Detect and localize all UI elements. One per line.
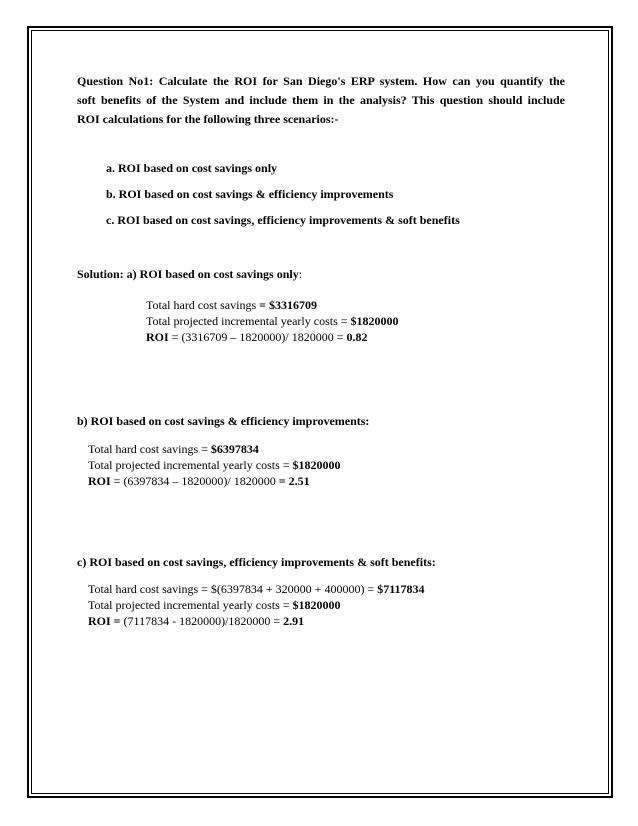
solution-a-roi-value: 0.82 <box>346 330 368 344</box>
solution-a-incr-label: Total projected incremental yearly costs = <box>146 314 351 328</box>
solution-b-roi-value: = 2.51 <box>278 474 310 488</box>
solution-c-heading: c) ROI based on cost savings, efficiency improvements & soft benefits: <box>77 555 436 569</box>
solution-a-incremental-costs <box>146 313 399 329</box>
solution-c-hard-value: $7117834 <box>377 582 425 596</box>
solution-c-roi-value: 2.91 <box>283 614 305 628</box>
scenario-item-b: b. ROI based on cost savings & efficiency improvements <box>106 187 394 201</box>
solution-b-heading: b) ROI based on cost savings & efficiency improvements: <box>77 414 370 428</box>
solution-b-roi <box>88 473 341 489</box>
question-line-3: ROI calculations for the following three scenarios:- <box>77 112 339 126</box>
solution-heading-colon: : <box>298 267 303 281</box>
solution-heading-text: Solution: a) ROI based on cost savings only <box>77 267 299 281</box>
solution-a-roi-formula: = (3316709 – 1820000)/ 1820000 = <box>168 330 347 344</box>
scenario-list <box>106 160 460 238</box>
solution-c-incr-value: $1820000 <box>292 598 341 612</box>
solution-b-block <box>88 441 341 489</box>
question-line-2: soft benefits of the System and include them in the analysis? This question should include <box>77 93 565 107</box>
solution-b-incr-value: $1820000 <box>292 458 341 472</box>
solution-a-hard-savings <box>146 297 399 313</box>
solution-a-incr-value: $1820000 <box>350 314 399 328</box>
solution-c-block <box>88 581 425 629</box>
solution-b-roi-formula: = (6397834 – 1820000)/ 1820000 <box>110 474 279 488</box>
page-border-inner <box>31 30 609 794</box>
solution-b-hard-savings <box>88 441 341 457</box>
solution-b-incremental-costs <box>88 457 341 473</box>
solution-c-roi-label: ROI = <box>88 614 124 628</box>
solution-c-roi-formula: (7117834 - 1820000)/1820000 = <box>123 614 284 628</box>
solution-a-block <box>146 297 399 345</box>
question-paragraph <box>77 72 565 129</box>
scenario-item-c: c. ROI based on cost savings, efficiency improvements & soft benefits <box>106 213 460 227</box>
solution-c-roi <box>88 613 425 629</box>
solution-b-hard-label: Total hard cost savings = <box>88 442 211 456</box>
solution-c-hard-savings <box>88 581 425 597</box>
solution-heading <box>77 266 302 283</box>
solution-c-hard-label: Total hard cost savings = $(6397834 + 320000 + 400000) = <box>88 582 378 596</box>
solution-c-incremental-costs <box>88 597 425 613</box>
solution-b-incr-label: Total projected incremental yearly costs = <box>88 458 293 472</box>
solution-c-incr-label: Total projected incremental yearly costs = <box>88 598 293 612</box>
solution-a-roi <box>146 329 399 345</box>
solution-b-hard-value: $6397834 <box>210 442 259 456</box>
question-line-1: Question No1: Calculate the ROI for San Diego's ERP system. How can you quantify the <box>77 74 565 88</box>
solution-a-roi-label: ROI <box>146 330 169 344</box>
scenario-item-a: a. ROI based on cost savings only <box>106 161 278 175</box>
solution-a-hard-label: Total hard cost savings <box>146 298 260 312</box>
solution-a-hard-value: = $3316709 <box>259 298 317 312</box>
solution-b-roi-label: ROI <box>88 474 111 488</box>
